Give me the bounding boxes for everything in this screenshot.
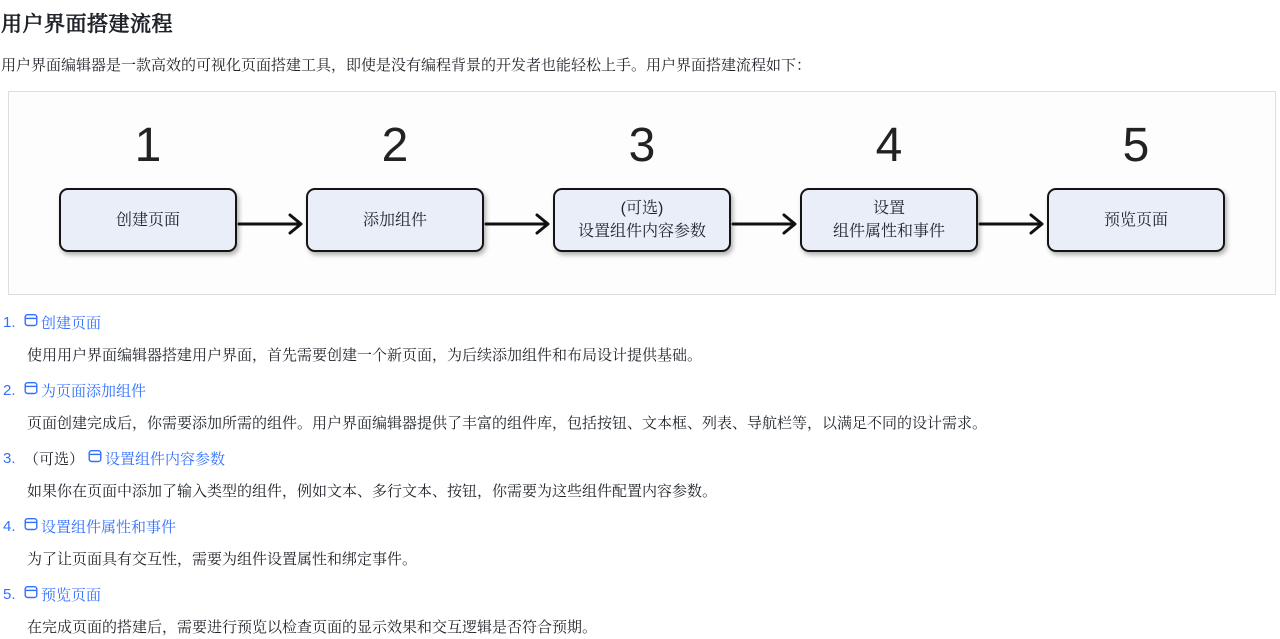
step-doc-link[interactable] (24, 516, 176, 537)
list-ordinal: 3. (3, 449, 16, 467)
list-item-title (1, 379, 1280, 401)
step-box-label: 预览页面 (1103, 211, 1168, 229)
list-item (1, 379, 1280, 435)
list-item (1, 515, 1280, 571)
step-number: 2 (381, 119, 409, 172)
step-doc-link[interactable] (24, 380, 146, 401)
page-title: 用户界面搭建流程 (1, 13, 173, 36)
flow-step (553, 120, 731, 252)
step-box-label: 设置 (872, 200, 905, 217)
list-ordinal: 1. (3, 313, 16, 331)
flow-arrow-icon (484, 212, 553, 236)
flow-step (800, 120, 978, 252)
flow-step (1047, 120, 1225, 252)
list-ordinal: 2. (3, 381, 16, 399)
step-box-label: 创建页面 (115, 211, 180, 229)
step-box (800, 188, 978, 252)
step-link-label: 设置组件内容参数 (105, 450, 226, 468)
step-box-label: 设置组件内容参数 (577, 223, 706, 240)
flow-arrow-icon (978, 212, 1047, 236)
page-doc-icon (24, 517, 38, 535)
optional-prefix: （可选） (24, 450, 85, 468)
step-number: 5 (1122, 119, 1150, 172)
flow-arrow-icon (731, 212, 800, 236)
list-item-description: 使用用户界面编辑器搭建用户界面，首先需要创建一个新页面，为后续添加组件和布局设计提供基础。 (27, 347, 703, 364)
flow-step (306, 120, 484, 252)
page-doc-icon (88, 449, 102, 467)
flow-diagram (8, 91, 1276, 295)
step-box (59, 188, 237, 252)
list-item-description: 在完成页面的搭建后，需要进行预览以检查页面的显示效果和交互逻辑是否符合预期。 (27, 619, 598, 636)
step-box-label: 添加组件 (362, 211, 427, 229)
step-doc-link[interactable] (24, 584, 101, 605)
steps-list (1, 311, 1280, 639)
list-item (1, 447, 1280, 503)
step-number: 1 (134, 119, 162, 172)
step-doc-link[interactable] (24, 312, 101, 333)
list-ordinal: 5. (3, 585, 16, 603)
diagram-row (59, 120, 1225, 252)
list-item-description: 页面创建完成后，你需要添加所需的组件。用户界面编辑器提供了丰富的组件库，包括按钮、文本框、列表、导航栏等，以满足不同的设计需求。 (27, 415, 988, 432)
step-link-label: 创建页面 (41, 314, 102, 332)
list-item (1, 311, 1280, 367)
page-doc-icon (24, 313, 38, 331)
list-item-title (1, 515, 1280, 537)
step-number: 3 (628, 119, 656, 172)
list-item (1, 583, 1280, 639)
step-link-label: 为页面添加组件 (41, 382, 147, 400)
step-box (306, 188, 484, 252)
flow-step (59, 120, 237, 252)
list-item-description: 如果你在页面中添加了输入类型的组件，例如文本、多行文本、按钮，你需要为这些组件配置内容参数。 (27, 483, 718, 500)
intro-paragraph: 用户界面编辑器是一款高效的可视化页面搭建工具，即使是没有编程背景的开发者也能轻松上手。用户界面搭建流程如下： (1, 57, 812, 74)
step-box (1047, 188, 1225, 252)
step-link-label: 预览页面 (41, 586, 102, 604)
list-item-title (1, 583, 1280, 605)
page-doc-icon (24, 585, 38, 603)
list-item-title (1, 447, 1280, 469)
page-doc-icon (24, 381, 38, 399)
step-link-label: 设置组件属性和事件 (41, 518, 177, 536)
list-item-description: 为了让页面具有交互性，需要为组件设置属性和绑定事件。 (27, 551, 418, 568)
flow-arrow-icon (237, 212, 306, 236)
list-ordinal: 4. (3, 517, 16, 535)
step-number: 4 (875, 119, 903, 172)
step-box-label: (可选) (620, 200, 664, 217)
step-doc-link[interactable] (88, 448, 225, 469)
step-box-label: 组件属性和事件 (832, 223, 945, 240)
step-box (553, 188, 731, 252)
list-item-title (1, 311, 1280, 333)
